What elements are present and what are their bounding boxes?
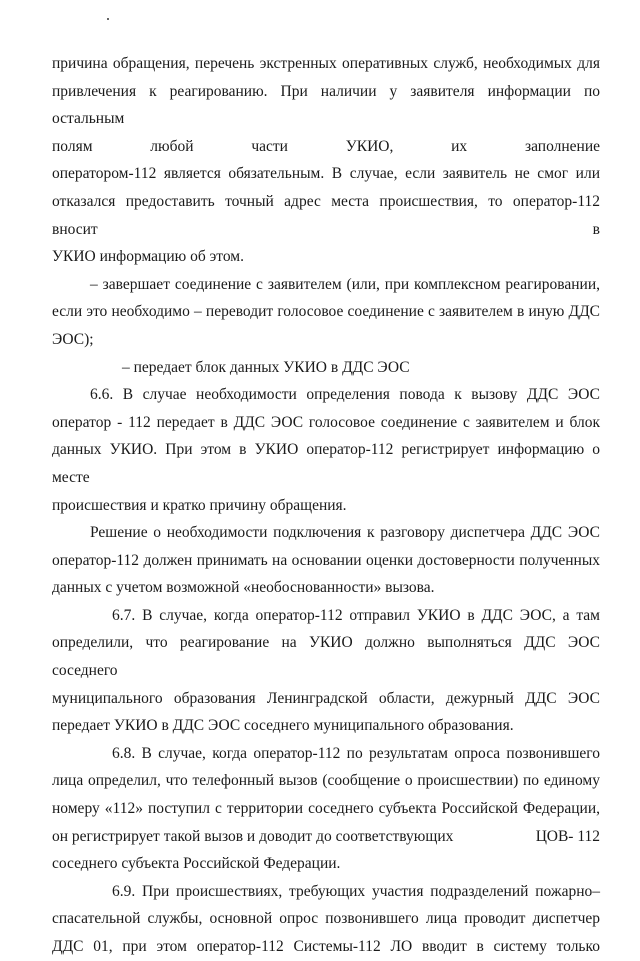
text-line: оператор-112 должен принимать на основании оценки достоверности полученных	[52, 551, 600, 569]
paragraph-decision	[52, 519, 600, 602]
text-line: ЭОС);	[52, 330, 94, 348]
text-line: – завершает соединение с заявителем (или, при комплексном реагировании,	[90, 275, 600, 293]
text-line: отказался предоставить точный адрес места происшествия, то оператор-112 вносит в	[52, 192, 600, 238]
text-line: муниципального образования Ленинградской области, дежурный ДДС ЭОС	[52, 689, 600, 707]
text-fragment: он регистрирует такой вызов и доводит до соответствующих	[52, 827, 454, 845]
text-line: данных УКИО. При этом в УКИО оператор-112 регистрирует информацию о месте	[52, 441, 600, 486]
text-line: Решение о необходимости подключения к разговору диспетчера ДДС ЭОС	[90, 524, 600, 542]
text-line: ДДС 01, при этом оператор-112 Системы-112 ЛО вводит в систему только	[52, 938, 600, 955]
text-line: если это необходимо – переводит голосовое соединение с заявителем в иную ДДС	[52, 303, 600, 321]
text-line: определили, что реагирование на УКИО должно выполняться ДДС ЭОС соседнего	[52, 634, 600, 680]
text-line: соседнего субъекта Российской Федерации.	[52, 855, 341, 873]
paragraph-6-7	[52, 602, 600, 740]
text-line: 6.8. В случае, когда оператор-112 по результатам опроса позвонившего	[112, 744, 600, 762]
text-line: 6.9. При происшествиях, требующих участия подразделений пожарно–	[112, 882, 600, 900]
text-line: УКИО информацию об этом.	[52, 248, 244, 266]
scan-speck	[107, 18, 109, 20]
paragraph-6-8	[52, 740, 600, 878]
text-line: – передает блок данных УКИО в ДДС ЭОС	[122, 358, 410, 376]
text-line: привлечения к реагированию. При наличии у заявителя информации по остальным	[52, 82, 600, 128]
text-line: данных с учетом возможной «необоснованности» вызова.	[52, 579, 435, 597]
paragraph-transfer-block	[52, 354, 600, 382]
text-line: оператором-112 является обязательным. В случае, если заявитель не смог или	[52, 165, 600, 183]
text-line: спасательной службы, основной опрос позвонившего лица проводит диспетчер	[52, 910, 600, 928]
text-line: передает УКИО в ДДС ЭОС соседнего муниципального образования.	[52, 717, 514, 735]
text-line	[52, 823, 600, 851]
paragraph-6-6	[52, 381, 600, 519]
text-line: лица определил, что телефонный вызов (сообщение о происшествии) по единому	[52, 772, 600, 790]
text-line: номеру «112» поступил с территории соседнего субъекта Российской Федерации,	[52, 800, 600, 818]
text-line: происшествия и кратко причину обращения.	[52, 496, 347, 514]
text-fragment-cov: ЦОВ- 112	[535, 827, 600, 845]
paragraph-incident-info	[52, 50, 600, 271]
text-line: причина обращения, перечень экстренных оперативных служб, необходимых для	[52, 55, 600, 72]
text-line: полям любой части УКИО, их заполнение	[52, 137, 600, 155]
text-line: 6.7. В случае, когда оператор-112 отправил УКИО в ДДС ЭОС, а там	[112, 606, 600, 624]
text-line: оператор - 112 передает в ДДС ЭОС голосовое соединение с заявителем и блок	[52, 413, 600, 431]
text-line: 6.6. В случае необходимости определения повода к вызову ДДС ЭОС	[90, 386, 600, 404]
paragraph-6-9	[52, 878, 600, 961]
paragraph-end-connection	[52, 271, 600, 354]
